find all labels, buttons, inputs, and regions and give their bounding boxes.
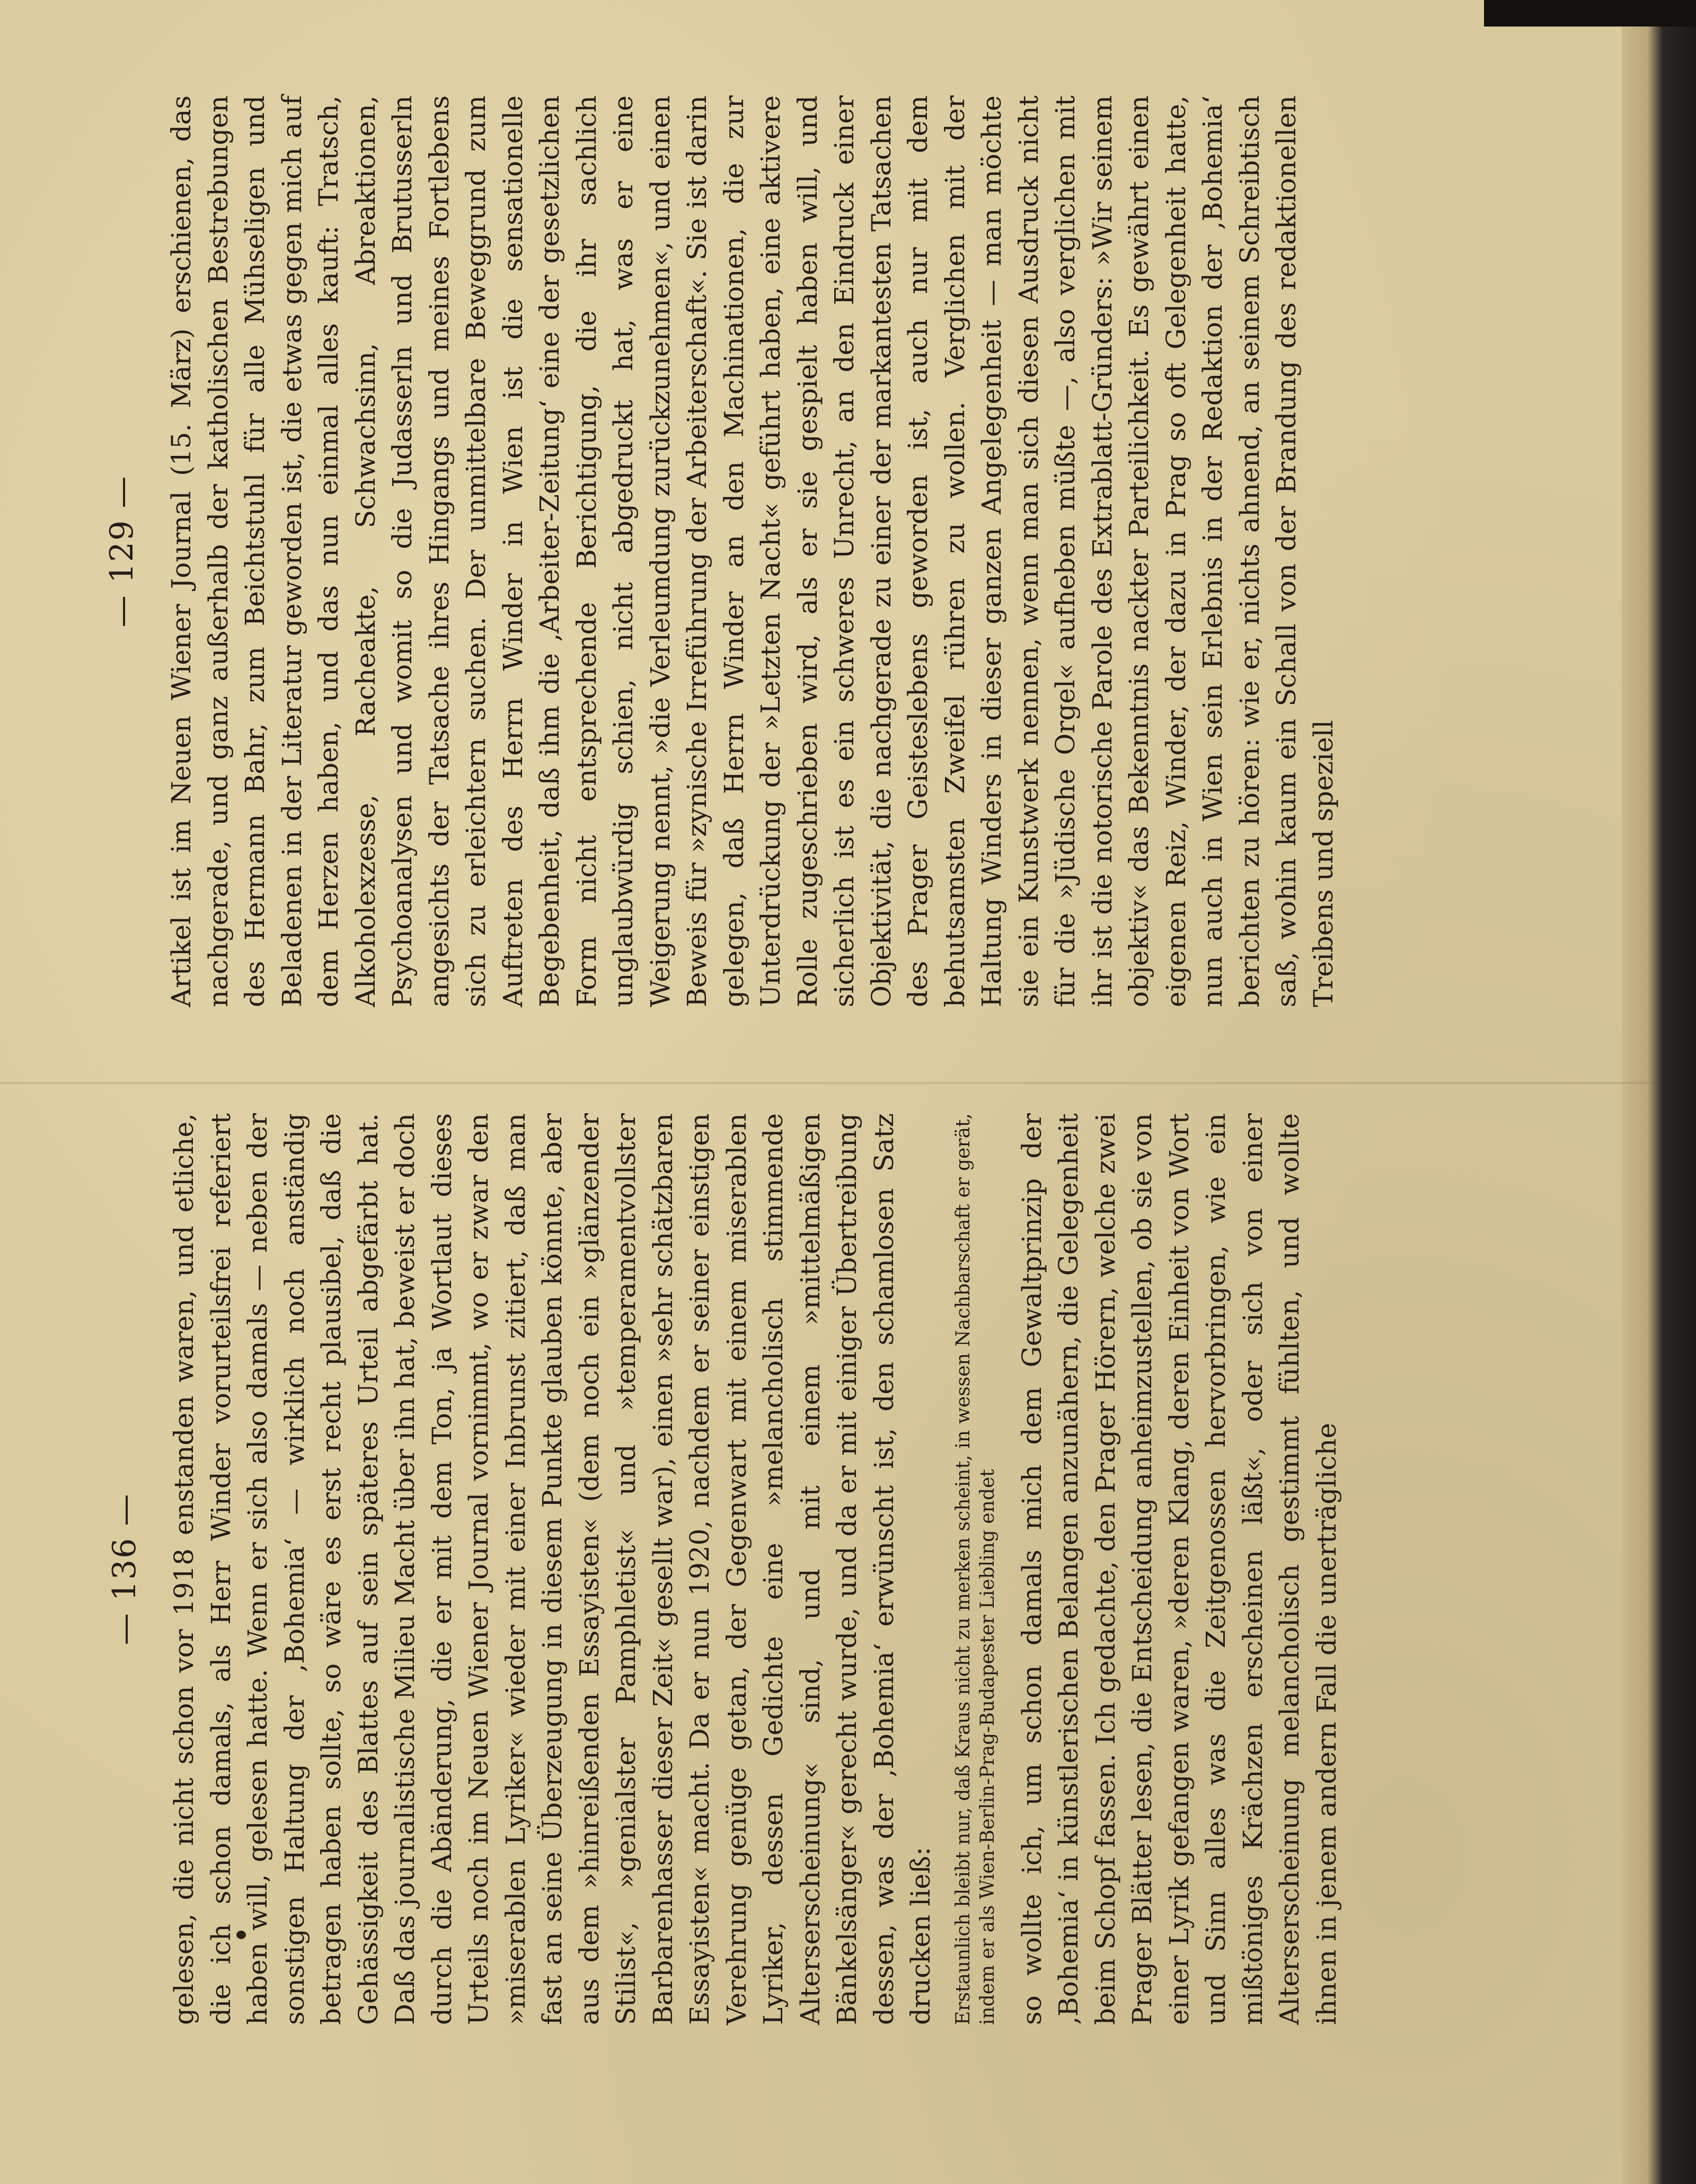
- page-number: — 136 —: [106, 1493, 143, 1645]
- scan-border: [1484, 0, 1696, 27]
- page-fold: [0, 1081, 1656, 1085]
- body-text: gelesen, die nicht schon vor 1918 enstanden waren, und etliche, die ich schon damals, als Herr Winder vorurteilsfrei referiert haben will, gelesen hatte. Wenn er sich also damals — neben der sonstigen Haltung der ‚Bohemia‘ — wirklich noch anständig betragen haben sollte, so wäre es erst recht plausibel, daß die Gehässigkeit des Blattes auf sein späteres Urteil abgefärbt hat. Daß das journalistische Milieu Macht über ihn hat, beweist er doch durch die Abänderung, die er mit dem Ton, ja Wortlaut dieses Urteils noch im Neuen Wiener Journal vornimmt, wo er zwar den »miserablen Lyriker« wieder mit einer Inbrunst zitiert, daß man fast an seine Überzeugung in diesem Punkte glauben könnte, aber aus dem »hinreißenden Essayisten« (dem noch ein »glänzender Stilist«, »genialster Pamphletist« und »temperamentvollster Barbarenhasser dieser Zeit« gesellt war), einen »sehr schätzbaren Essayisten« macht. Da er nun 1920, nachdem er seiner einstigen Verehrung genüge getan, der Gegenwart mit einem miserablen Lyriker, dessen Gedichte eine »melancholisch stimmende Alterserscheinung« sind, und mit einem »mittelmäßigen Bänkelsänger« gerecht wurde, und da er mit einiger Übertreibung dessen, was der ‚Bohemia‘ erwünscht ist, den schamlosen Satz drucken ließ:: [169, 1113, 936, 2025]
- page-129: [103, 95, 1342, 1007]
- page-136: [106, 1113, 1345, 2025]
- body-text-continued: so wollte ich, um schon damals mich dem Gewaltprinzip der ‚Bohemia‘ in künstlerischen Belangen anzunähern, die Gelegenheit beim Schopf fassen. Ich gedachte, den Prager Hörern, welche zwei Prager Blätter lesen, die Entscheidung anheimzustellen, ob sie von einer Lyrik gefangen waren, »deren Klang, deren Einheit von Wort und Sinn alles was die Zeitgenossen hervorbringen, wie ein mißtöniges Krächzen erscheinen läßt«, oder sich von einer Alterserscheinung melancholisch gestimmt fühlten, und wollte ihnen in jenem andern Fall die unerträgliche: [1016, 1113, 1342, 2025]
- page-number: — 129 —: [103, 475, 140, 628]
- footnote: Erstaunlich bleibt nur, daß Kraus nicht zu merken scheint, in wessen Nachbarschaft er gerät, indem er als Wien-Berlin-Prag-Budapester Liebling endet: [952, 1113, 999, 2025]
- body-text: Artikel ist im Neuen Wiener Journal (15. März) erschienen, das nachgerade, und ganz außerhalb der katholischen Bestrebungen des Hermann Bahr, zum Beichtstuhl für alle Mühseligen und Beladenen in der Literatur geworden ist, die etwas gegen mich auf dem Herzen haben, und das nun einmal alles kauft: Tratsch, Alkoholexzesse, Racheakte, Schwachsinn, Abreaktionen, Psychoanalysen und womit so die Judasserln und Brutusserln angesichts der Tatsache ihres Hingangs und meines Fortlebens sich zu erleichtern suchen. Der unmittelbare Beweggrund zum Auftreten des Herrn Winder in Wien ist die sensationelle Begebenheit, daß ihm die ‚Arbeiter-Zeitung‘ eine der gesetzlichen Form nicht entsprechende Berichtigung, die ihr sachlich unglaubwürdig schien, nicht abgedruckt hat, was er eine Weigerung nennt, »die Verleumdung zurückzunehmen«, und einen Beweis für »zynische Irreführung der Arbeiterschaft«. Sie ist darin gelegen, daß Herrn Winder an den Machinationen, die zur Unterdrückung der »Letzten Nacht« geführt haben, eine aktivere Rolle zugeschrieben wird, als er sie gespielt haben will, und sicherlich ist es ein schweres Unrecht, an den Eindruck einer Objektivität, die nachgerade zu einer der markantesten Tatsachen des Prager Geisteslebens geworden ist, auch nur mit dem behutsamsten Zweifel rühren zu wollen. Verglichen mit der Haltung Winders in dieser ganzen Angelegenheit — man möchte sie ein Kunstwerk nennen, wenn man sich diesen Ausdruck nicht für die »Jüdische Orgel« aufheben müßte —, also verglichen mit ihr ist die notorische Parole des Extrablatt-Gründers: »Wir seinem objektiv« das Bekenntnis nackter Parteilichkeit. Es gewährt einen eigenen Reiz, Winder, der dazu in Prag so oft Gelegenheit hatte, nun auch in Wien sein Erlebnis in der Redaktion der ‚Bohemia‘ berichten zu hören: wie er, nichts ahnend, an seinem Schreibtisch saß, wohin kaum ein Schall von der Brandung des redaktionellen Treibens und speziell: [166, 95, 1339, 1007]
- book-edge: [1622, 0, 1696, 2184]
